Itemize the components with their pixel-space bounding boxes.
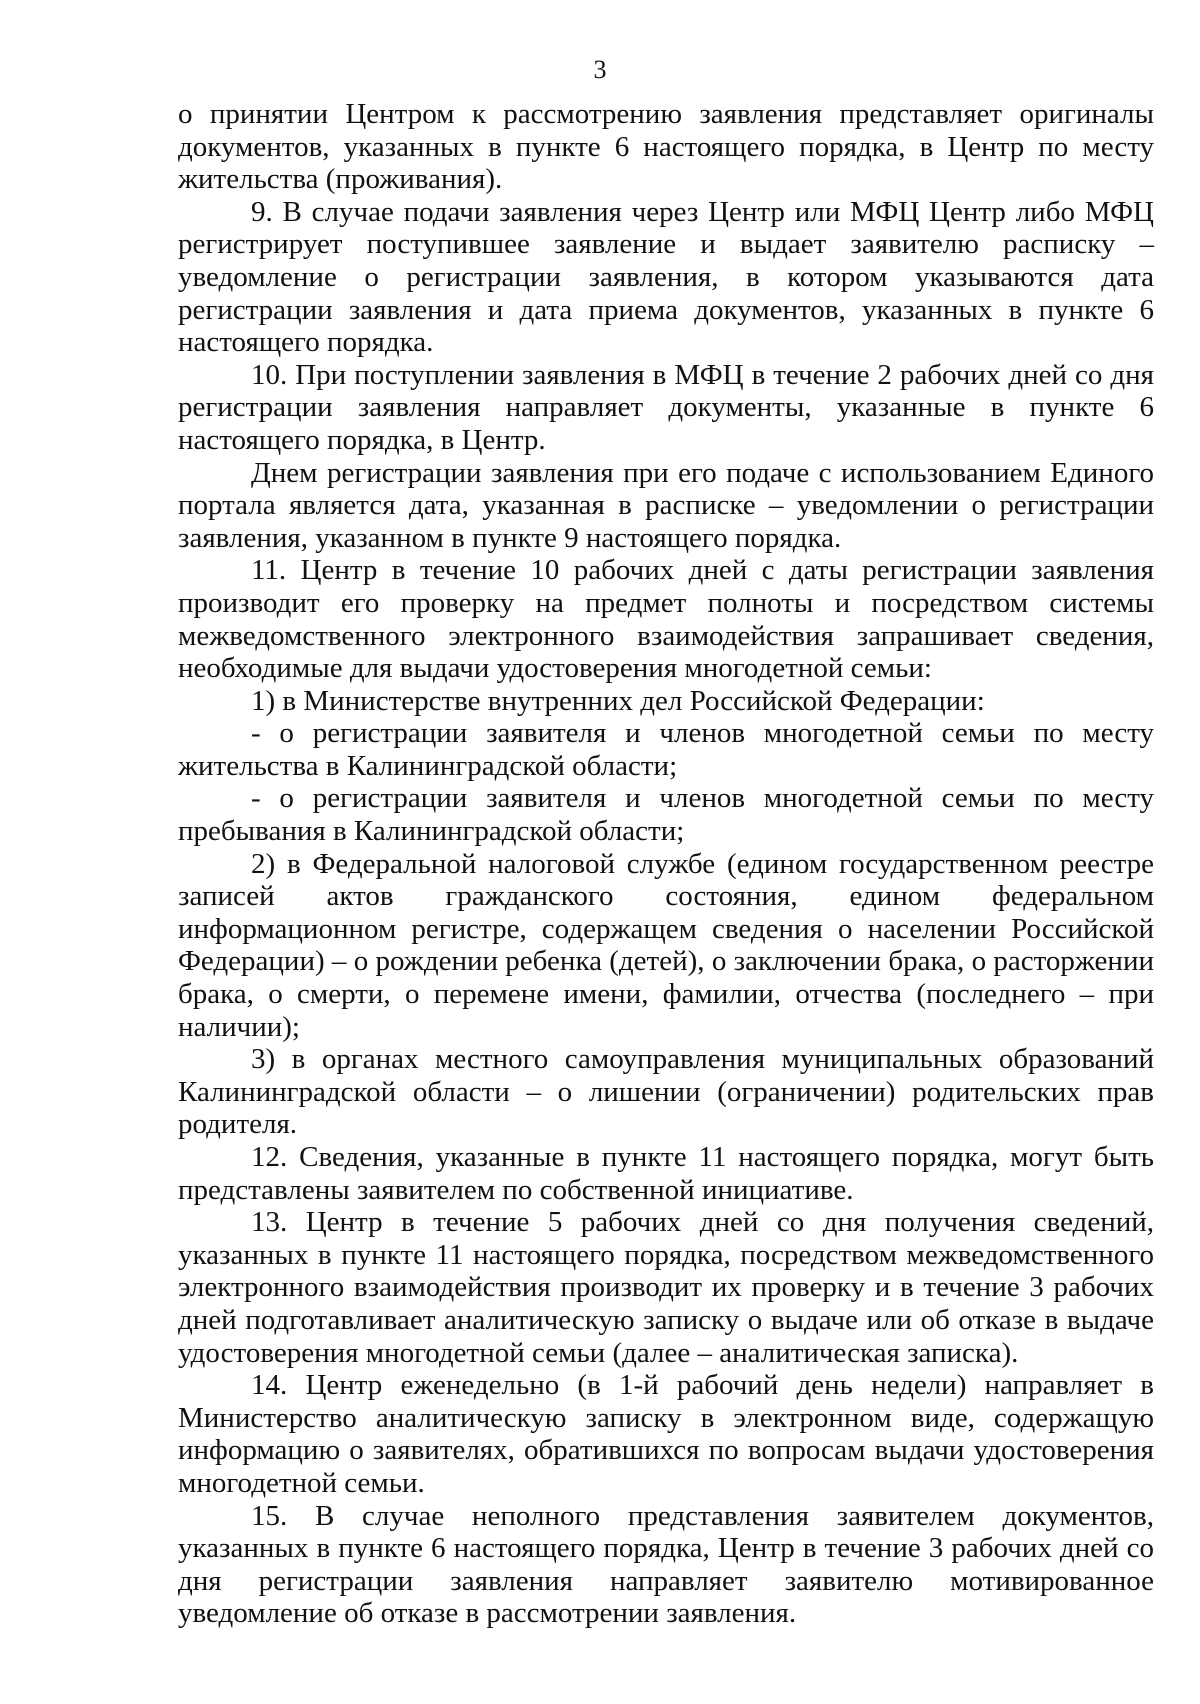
paragraph-14: 14. Центр еженедельно (в 1-й рабочий день недели) направляет в Министерство аналитическую записку в электронном виде, содержащую информацию о заявителях, обратившихся по вопросам выдачи удостоверения многодетной семьи. [178, 1369, 1154, 1499]
paragraph-11-item-1: 1) в Министерстве внутренних дел Российской Федерации: [251, 684, 985, 717]
paragraph-9: 9. В случае подачи заявления через Центр или МФЦ Центр либо МФЦ регистрирует поступившее заявление и выдает заявителю расписку – уведомление о регистрации заявления, в котором указываются дата регистрации заявления и дата приема документов, указанных в пункте 6 настоящего порядка. [178, 195, 1154, 359]
paragraph-15: 15. В случае неполного представления заявителем документов, указанных в пункте 6 настоящего порядка, Центр в течение 3 рабочих дней со дня регистрации заявления направляет заявителю мотивированное уведомление об отказе в рассмотрении заявления. [178, 1499, 1154, 1630]
paragraph-11: 11. Центр в течение 10 рабочих дней с даты регистрации заявления производит его проверку на предмет полноты и посредством системы межведомственного электронного взаимодействия запрашивает сведения, необходимые для выдачи удостоверения многодетной семьи: [178, 554, 1154, 685]
paragraph-10-registration-day: Днем регистрации заявления при его подаче с использованием Единого портала является дата, указанная в расписке – уведомлении о регистрации заявления, указанном в пункте 9 настоящего порядка. [178, 456, 1154, 554]
paragraph-continuation: о принятии Центром к рассмотрению заявления представляет оригиналы документов, указанных в пункте 6 настоящего порядка, в Центр по месту жительства (проживания). [178, 98, 1154, 196]
paragraph-11-item-2: 2) в Федеральной налоговой службе (едином государственном реестре записей актов гражданского состояния, едином федеральном информационном регистре, содержащем сведения о населении Российской Федерации) – о рождении ребенка (детей), о заключении брака, о расторжении брака, о смерти, о перемене имени, фамилии, отчества (последнего – при наличии); [178, 847, 1154, 1043]
paragraph-12: 12. Сведения, указанные в пункте 11 настоящего порядка, могут быть представлены заявителем по собственной инициативе. [178, 1141, 1154, 1206]
paragraph-11-item-3: 3) в органах местного самоуправления муниципальных образований Калининградской области – о лишении (ограничении) родительских прав родителя. [178, 1043, 1154, 1141]
paragraph-10: 10. При поступлении заявления в МФЦ в течение 2 рабочих дней со дня регистрации заявления направляет документы, указанные в пункте 6 настоящего порядка, в Центр. [178, 358, 1154, 456]
paragraph-11-item-1-residence: - о регистрации заявителя и членов многодетной семьи по месту жительства в Калининградской области; [178, 717, 1154, 782]
paragraph-13: 13. Центр в течение 5 рабочих дней со дня получения сведений, указанных в пункте 11 настоящего порядка, посредством межведомственного электронного взаимодействия производит их проверку и в течение 3 рабочих дней подготавливает аналитическую записку о выдаче или об отказе в выдаче удостоверения многодетной семьи (далее – аналитическая записка). [178, 1206, 1154, 1369]
paragraph-11-item-1-stay: - о регистрации заявителя и членов многодетной семьи по месту пребывания в Калининградской области; [178, 782, 1154, 848]
document-body [178, 98, 1154, 1630]
page-number: 3 [593, 55, 607, 84]
